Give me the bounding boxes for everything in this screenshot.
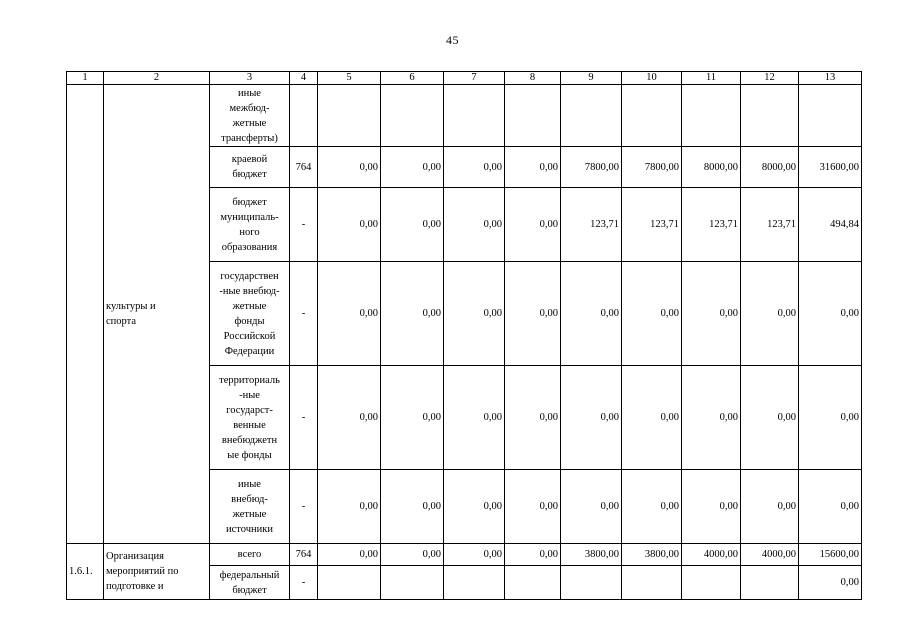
value-cell-col-8: 0,00 [505,544,561,566]
value-cell-col-6 [381,566,444,600]
funding-source: территориаль -ные государст- венные внебюджетн ые фонды [210,366,290,470]
header-row [67,72,862,85]
value-cell-col-11: 123,71 [682,188,741,262]
value-cell-col-5: 0,00 [318,262,381,366]
table-row [67,544,862,566]
value-cell-col-11: 4000,00 [682,544,741,566]
header-cell-col-3: 3 [210,72,290,85]
value-cell-col-10 [622,85,682,147]
value-cell-col-11: 0,00 [682,262,741,366]
value-cell-col-13: 31600,00 [799,147,862,188]
budget-table [66,71,862,600]
value-cell-col-10 [622,566,682,600]
value-cell-col-7 [444,566,505,600]
funding-source: краевой бюджет [210,147,290,188]
value-cell-col-5: 0,00 [318,366,381,470]
value-cell-col-6: 0,00 [381,262,444,366]
value-cell-col-11: 8000,00 [682,147,741,188]
value-cell-col-8 [505,566,561,600]
funding-source: всего [210,544,290,566]
value-cell-col-12 [741,85,799,147]
header-cell-col-11: 11 [682,72,741,85]
value-cell-col-7: 0,00 [444,147,505,188]
funding-source: бюджет муниципаль- ного образования [210,188,290,262]
table-row [67,85,862,147]
funding-source: государствен -ные внебюд- жетные фонды Российской Федерации [210,262,290,366]
budget-code: - [290,470,318,544]
value-cell-col-7: 0,00 [444,366,505,470]
value-cell-col-13: 0,00 [799,262,862,366]
value-cell-col-13: 0,00 [799,566,862,600]
row-number [67,85,104,544]
header-cell-col-7: 7 [444,72,505,85]
value-cell-col-8: 0,00 [505,366,561,470]
value-cell-col-13: 15600,00 [799,544,862,566]
value-cell-col-9: 0,00 [561,366,622,470]
header-cell-col-1: 1 [67,72,104,85]
value-cell-col-8: 0,00 [505,147,561,188]
budget-code: - [290,366,318,470]
value-cell-col-13: 494,84 [799,188,862,262]
value-cell-col-12: 0,00 [741,262,799,366]
value-cell-col-5 [318,566,381,600]
value-cell-col-13: 0,00 [799,470,862,544]
header-cell-col-6: 6 [381,72,444,85]
budget-code: - [290,566,318,600]
value-cell-col-5: 0,00 [318,188,381,262]
value-cell-col-5: 0,00 [318,470,381,544]
value-cell-col-9: 0,00 [561,470,622,544]
header-cell-col-10: 10 [622,72,682,85]
value-cell-col-11: 0,00 [682,470,741,544]
value-cell-col-11 [682,85,741,147]
funding-source: федеральный бюджет [210,566,290,600]
activity-name: культуры и спорта [104,85,210,544]
budget-code: 764 [290,544,318,566]
value-cell-col-8: 0,00 [505,470,561,544]
funding-source: иные межбюд- жетные трансферты) [210,85,290,147]
value-cell-col-6: 0,00 [381,188,444,262]
value-cell-col-12: 4000,00 [741,544,799,566]
value-cell-col-5: 0,00 [318,544,381,566]
value-cell-col-6: 0,00 [381,544,444,566]
value-cell-col-12 [741,566,799,600]
value-cell-col-9 [561,85,622,147]
value-cell-col-9: 0,00 [561,262,622,366]
budget-code: - [290,188,318,262]
header-cell-col-2: 2 [104,72,210,85]
header-cell-col-5: 5 [318,72,381,85]
value-cell-col-8: 0,00 [505,262,561,366]
header-cell-col-12: 12 [741,72,799,85]
budget-code [290,85,318,147]
value-cell-col-13: 0,00 [799,366,862,470]
value-cell-col-7: 0,00 [444,470,505,544]
row-number: 1.6.1. [67,544,104,600]
value-cell-col-5 [318,85,381,147]
value-cell-col-10: 0,00 [622,366,682,470]
header-cell-col-4: 4 [290,72,318,85]
value-cell-col-8: 0,00 [505,188,561,262]
value-cell-col-6: 0,00 [381,470,444,544]
value-cell-col-5: 0,00 [318,147,381,188]
budget-code: 764 [290,147,318,188]
value-cell-col-12: 0,00 [741,366,799,470]
value-cell-col-7: 0,00 [444,188,505,262]
value-cell-col-10: 0,00 [622,470,682,544]
value-cell-col-12: 8000,00 [741,147,799,188]
value-cell-col-10: 0,00 [622,262,682,366]
header-cell-col-9: 9 [561,72,622,85]
value-cell-col-11 [682,566,741,600]
value-cell-col-9: 3800,00 [561,544,622,566]
value-cell-col-12: 123,71 [741,188,799,262]
value-cell-col-7 [444,85,505,147]
value-cell-col-10: 123,71 [622,188,682,262]
budget-code: - [290,262,318,366]
value-cell-col-10: 3800,00 [622,544,682,566]
page-number: 45 [446,33,459,47]
value-cell-col-7: 0,00 [444,544,505,566]
header-cell-col-13: 13 [799,72,862,85]
header-cell-col-8: 8 [505,72,561,85]
funding-source: иные внебюд- жетные источники [210,470,290,544]
value-cell-col-12: 0,00 [741,470,799,544]
value-cell-col-6: 0,00 [381,147,444,188]
value-cell-col-13 [799,85,862,147]
value-cell-col-9: 123,71 [561,188,622,262]
value-cell-col-9 [561,566,622,600]
value-cell-col-6: 0,00 [381,366,444,470]
value-cell-col-8 [505,85,561,147]
value-cell-col-11: 0,00 [682,366,741,470]
value-cell-col-6 [381,85,444,147]
value-cell-col-9: 7800,00 [561,147,622,188]
activity-name: Организация мероприятий по подготовке и [104,544,210,600]
value-cell-col-10: 7800,00 [622,147,682,188]
value-cell-col-7: 0,00 [444,262,505,366]
